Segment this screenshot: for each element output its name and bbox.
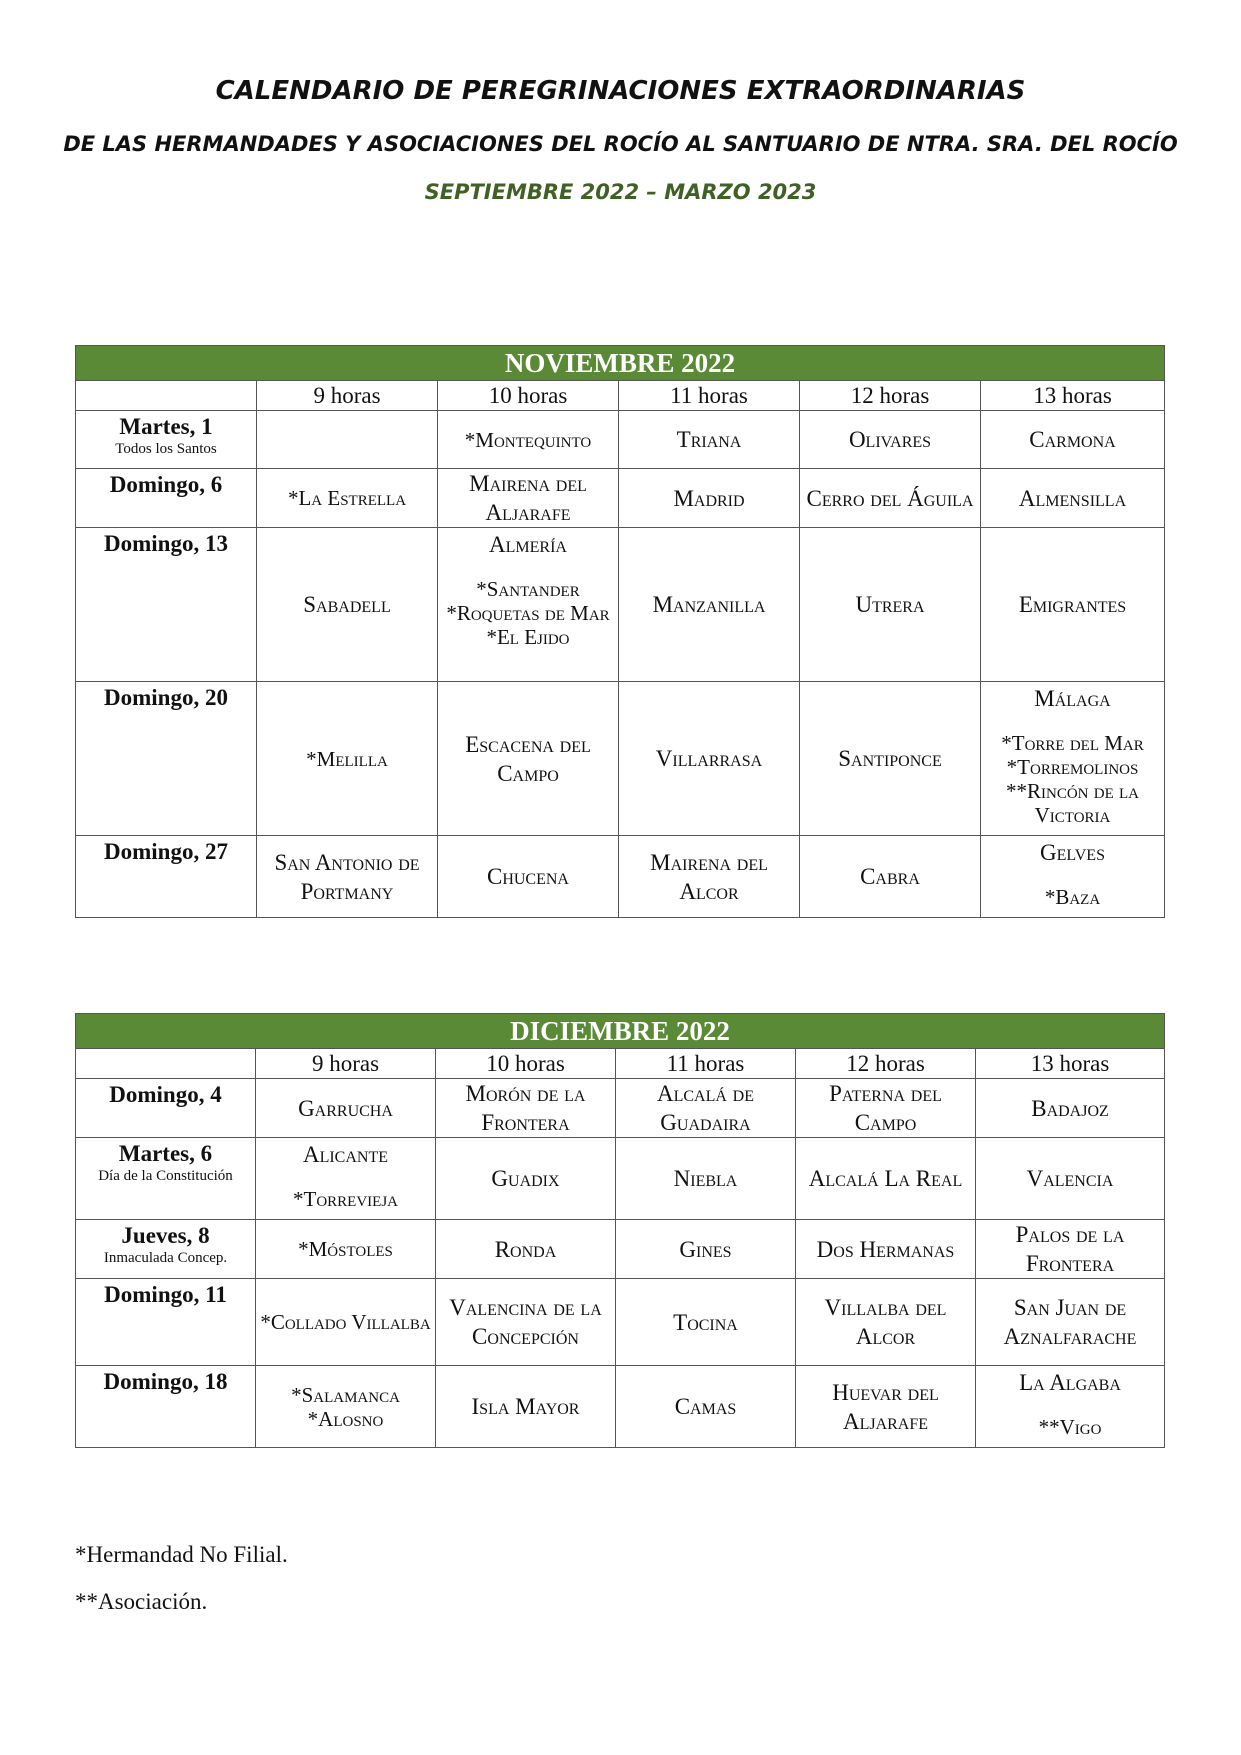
entry: *Melilla: [306, 746, 388, 771]
hour-header: 9 horas: [256, 1049, 436, 1079]
day-label: Domingo, 4: [109, 1082, 222, 1107]
pilgrimage-cell: Dos Hermanas: [796, 1220, 976, 1279]
pilgrimage-cell: [981, 836, 1165, 918]
pilgrimage-cell: San Antonio de Portmany: [257, 836, 438, 918]
pilgrimage-cell: Cabra: [800, 836, 981, 918]
entry: *El Ejido: [486, 625, 570, 649]
day-label: Martes, 1: [119, 414, 213, 439]
entry: *Torre del Mar: [1001, 731, 1144, 755]
pilgrimage-cell: Almensilla: [981, 469, 1165, 528]
day-label: Domingo, 6: [109, 472, 223, 497]
day-cell: [76, 1079, 256, 1138]
entry: *Baza: [1044, 885, 1101, 909]
hour-header: 13 horas: [981, 381, 1165, 411]
pilgrimage-cell: [256, 1366, 436, 1448]
day-cell: [76, 1220, 256, 1279]
pilgrimage-cell: Olivares: [800, 411, 981, 469]
pilgrimage-cell: Utrera: [800, 528, 981, 682]
pilgrimage-cell: [256, 1220, 436, 1279]
hour-header: 9 horas: [257, 381, 438, 411]
pilgrimage-cell: Triana: [619, 411, 800, 469]
pilgrimage-cell: Emigrantes: [981, 528, 1165, 682]
pilgrimage-cell: Carmona: [981, 411, 1165, 469]
month-header: DICIEMBRE 2022: [76, 1014, 1165, 1049]
day-label: Jueves, 8: [121, 1223, 210, 1248]
pilgrimage-cell: Palos de la Frontera: [976, 1220, 1165, 1279]
pilgrimage-cell: Guadix: [436, 1138, 616, 1220]
footnote-hermandad: *Hermandad No Filial.: [75, 1542, 288, 1567]
hour-header: 11 horas: [616, 1049, 796, 1079]
entry: *Móstoles: [298, 1237, 393, 1261]
pilgrimage-cell: [256, 1138, 436, 1220]
day-cell: [76, 682, 257, 836]
empty-header-cell: [76, 1049, 256, 1079]
entry: *Collado Villalba: [260, 1310, 431, 1334]
table-row: [76, 469, 1165, 528]
day-cell: [76, 836, 257, 918]
day-note: Inmaculada Concep.: [103, 1250, 228, 1266]
entry: Alicante: [302, 1142, 389, 1167]
pilgrimage-cell: Santiponce: [800, 682, 981, 836]
pilgrimage-cell: [438, 411, 619, 469]
day-cell: [76, 411, 257, 469]
pilgrimage-cell: Valencina de la Concepción: [436, 1279, 616, 1366]
entry: *Santander: [476, 577, 580, 601]
pilgrimage-cell: [257, 682, 438, 836]
entry: Málaga: [1034, 686, 1111, 711]
november-table: [75, 345, 1165, 918]
day-label: Domingo, 20: [104, 685, 228, 710]
pilgrimage-cell: [976, 1366, 1165, 1448]
empty-header-cell: [76, 381, 257, 411]
pilgrimage-cell: San Juan de Aznalfarache: [976, 1279, 1165, 1366]
day-label: Domingo, 27: [104, 839, 228, 864]
pilgrimage-cell: Villarrasa: [619, 682, 800, 836]
pilgrimage-cell: Huevar del Aljarafe: [796, 1366, 976, 1448]
day-label: Martes, 6: [118, 1141, 213, 1166]
day-cell: [76, 469, 257, 528]
pilgrimage-cell: Cerro del Águila: [800, 469, 981, 528]
pilgrimage-cell: Morón de la Frontera: [436, 1079, 616, 1138]
entry: *Montequinto: [464, 427, 592, 452]
entry: *La Estrella: [287, 486, 407, 510]
pilgrimage-cell: [981, 682, 1165, 836]
document-subtitle: DE LAS HERMANDADES Y ASOCIACIONES DEL ROCÍO AL SANTUARIO DE NTRA. SRA. DEL ROCÍO: [63, 132, 1178, 156]
day-label: Domingo, 13: [104, 531, 228, 556]
pilgrimage-cell: [256, 1279, 436, 1366]
pilgrimage-cell: Isla Mayor: [436, 1366, 616, 1448]
pilgrimage-cell: [438, 528, 619, 682]
entry: *Salamanca: [291, 1382, 400, 1407]
day-label: Domingo, 11: [104, 1282, 227, 1307]
day-cell: [76, 1138, 256, 1220]
pilgrimage-cell: Villalba del Alcor: [796, 1279, 976, 1366]
entry: **Rincón de la Victoria: [1006, 779, 1139, 827]
document-title: CALENDARIO DE PEREGRINACIONES EXTRAORDINARIAS: [215, 76, 1026, 106]
pilgrimage-cell: Tocina: [616, 1279, 796, 1366]
pilgrimage-cell: Mairena del Aljarafe: [438, 469, 619, 528]
pilgrimage-cell: Gines: [616, 1220, 796, 1279]
table-row: [76, 1079, 1165, 1138]
entry: **Vigo: [1038, 1415, 1102, 1439]
day-note: Todos los Santos: [115, 441, 217, 457]
day-note: Día de la Constitución: [98, 1168, 233, 1184]
table-row: [76, 528, 1165, 682]
day-cell: [76, 1279, 256, 1366]
pilgrimage-cell: Valencia: [976, 1138, 1165, 1220]
entry: Almería: [489, 532, 567, 557]
hour-header: 10 horas: [438, 381, 619, 411]
pilgrimage-cell: Paterna del Campo: [796, 1079, 976, 1138]
pilgrimage-cell: Manzanilla: [619, 528, 800, 682]
table-row: [76, 1220, 1165, 1279]
hour-header: 12 horas: [800, 381, 981, 411]
entry: La Algaba: [1019, 1370, 1121, 1395]
pilgrimage-cell: Sabadell: [257, 528, 438, 682]
hour-header: 10 horas: [436, 1049, 616, 1079]
pilgrimage-cell: Niebla: [616, 1138, 796, 1220]
pilgrimage-cell: Mairena del Alcor: [619, 836, 800, 918]
pilgrimage-cell: Badajoz: [976, 1079, 1165, 1138]
table-row: [76, 1366, 1165, 1448]
december-table: [75, 1013, 1165, 1448]
footnote-asociacion: **Asociación.: [75, 1589, 208, 1614]
entry: *Roquetas de Mar: [446, 601, 610, 625]
pilgrimage-cell: Escacena del Campo: [438, 682, 619, 836]
pilgrimage-cell: [257, 469, 438, 528]
hour-header: 13 horas: [976, 1049, 1165, 1079]
table-row: [76, 1279, 1165, 1366]
pilgrimage-cell: Alcalá La Real: [796, 1138, 976, 1220]
hour-header: 12 horas: [796, 1049, 976, 1079]
date-range: SEPTIEMBRE 2022 – MARZO 2023: [424, 180, 817, 204]
pilgrimage-cell: Alcalá de Guadaira: [616, 1079, 796, 1138]
entry: Gelves: [1040, 840, 1105, 865]
pilgrimage-cell: Ronda: [436, 1220, 616, 1279]
pilgrimage-cell: Chucena: [438, 836, 619, 918]
hour-header: 11 horas: [619, 381, 800, 411]
pilgrimage-cell: Camas: [616, 1366, 796, 1448]
pilgrimage-cell: Garrucha: [256, 1079, 436, 1138]
day-cell: [76, 1366, 256, 1448]
table-row: [76, 411, 1165, 469]
pilgrimage-cell: [257, 411, 438, 469]
pilgrimage-cell: Madrid: [619, 469, 800, 528]
table-row: [76, 682, 1165, 836]
day-cell: [76, 528, 257, 682]
table-row: [76, 836, 1165, 918]
entry: *Torrevieja: [293, 1187, 398, 1211]
day-label: Domingo, 18: [103, 1369, 228, 1394]
table-row: [76, 1138, 1165, 1220]
entry: *Torremolinos: [1006, 755, 1139, 779]
entry: *Alosno: [307, 1406, 384, 1431]
month-header: NOVIEMBRE 2022: [76, 346, 1165, 381]
